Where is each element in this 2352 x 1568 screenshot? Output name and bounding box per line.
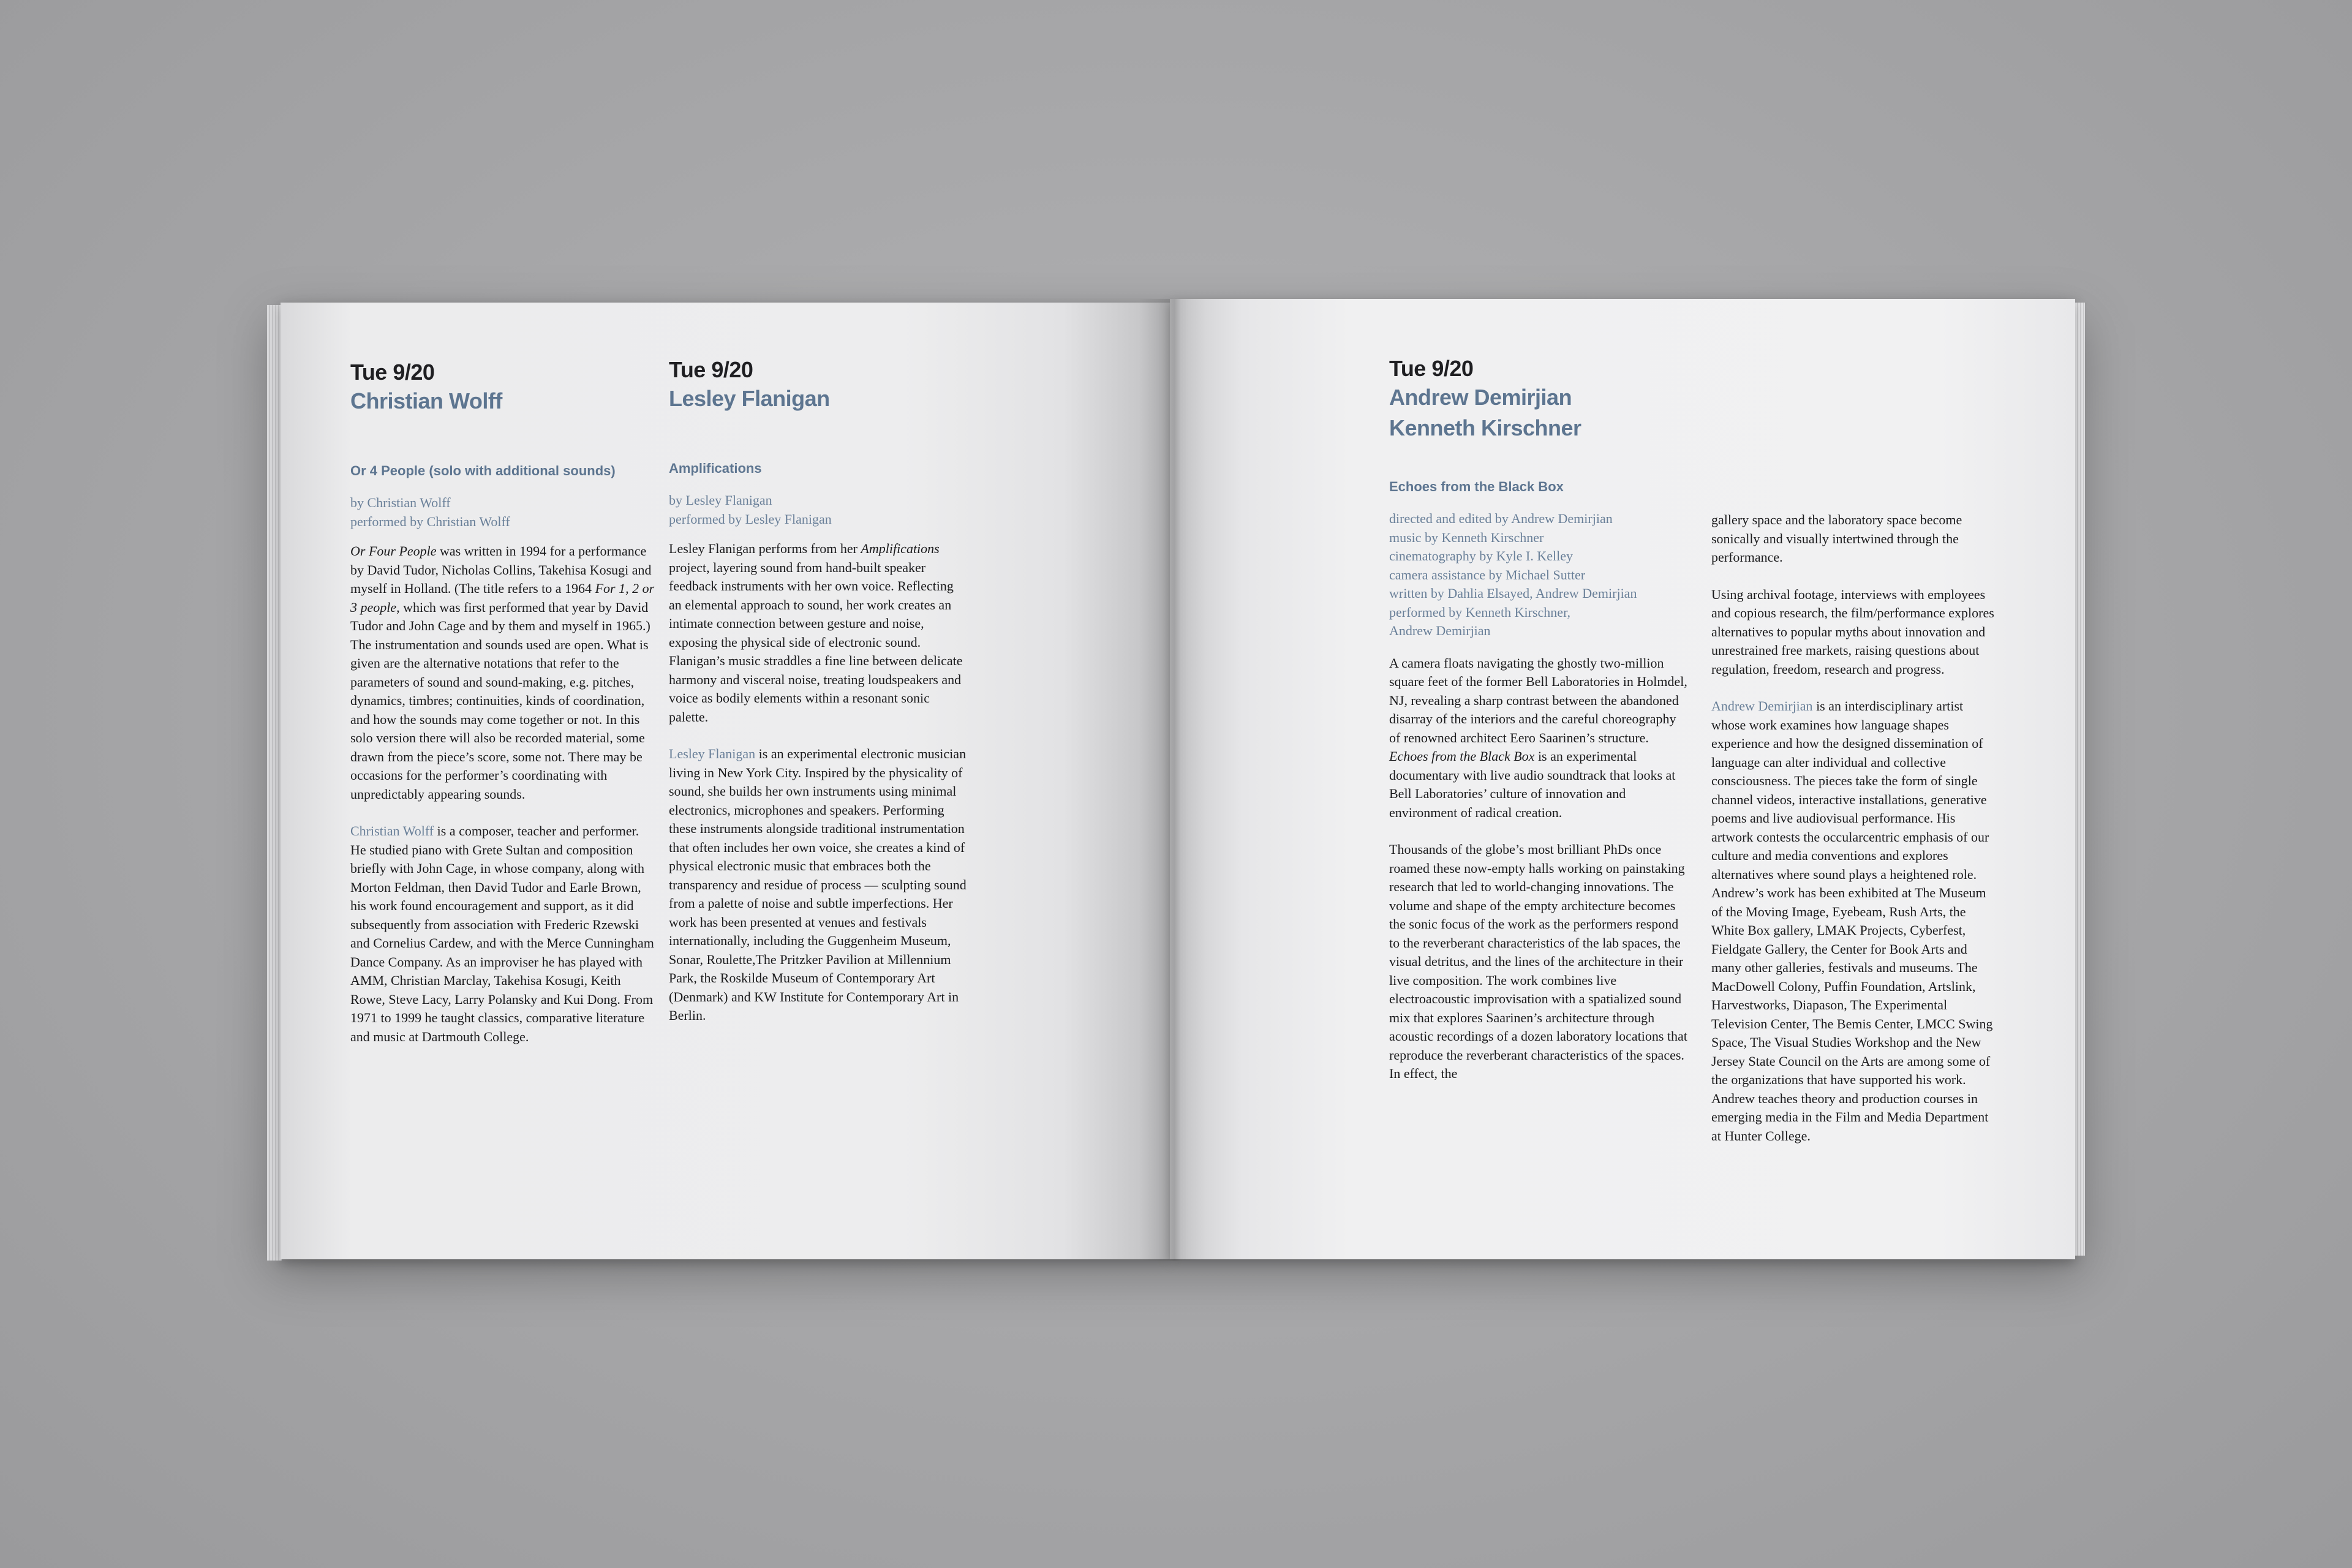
bio-paragraph	[350, 822, 657, 1046]
description-paragraph: gallery space and the laboratory space become sonically and visually intertwined through the performance.	[1711, 512, 1962, 565]
credit-line: by Lesley Flanigan	[669, 492, 772, 508]
description-text: Lesley Flanigan performs from her	[669, 541, 861, 556]
work-title-italic: Or Four People	[350, 543, 437, 559]
bio-name-link[interactable]: Christian Wolff	[350, 823, 434, 839]
bio-name-link[interactable]: Andrew Demirjian	[1711, 698, 1813, 714]
credit-line: Andrew Demirjian	[1389, 623, 1491, 638]
description-text: was written in 1994 for a performance by David Tudor, Nicholas Collins, Takehisa Kosugi and myself in Holland. (The title refers to a 1964	[350, 543, 652, 596]
work-title: Or 4 People (solo with additional sounds)	[350, 463, 616, 478]
left-page	[281, 303, 1170, 1259]
reference-title-italic: For 1, 2 or 3 people	[350, 581, 655, 615]
description-text: project, layering sound from hand-built speaker feedback instruments with her own voice. Reflecting an elemental approach to sound, her work creates an intimate connection between gesture and noise, exposing the physical side of electronic sound. Flanigan’s music straddles a fine line between delicate harmony and visceral noise, treating loudspeakers and voice as bodily elements within a resonant sonic palette.	[669, 559, 963, 725]
credit-line: performed by Lesley Flanigan	[669, 511, 832, 527]
credit-line: music by Kenneth Kirschner	[1389, 529, 1544, 545]
artist-name: Kenneth Kirschner	[1389, 415, 1581, 440]
work-title-italic: Echoes from the Black Box	[1389, 748, 1535, 764]
credits	[1389, 510, 1689, 641]
description-text: , which was first performed that year by David Tudor and John Cage and by them and myself in 1965.) The instrumentation and sounds used are open. What is given are the alternative notations that refer to the parameters of sound and sound-making, e.g. pitches, dynamics, timbres; continuities, kinds of coordination, and how the sounds may come together or not. In this solo version there will also be recorded material, some drawn from the piece’s score, some not. There may be occasions for the performer’s coordinating with unpredictably appearing sounds.	[350, 599, 650, 802]
work-title: Amplifications	[669, 461, 762, 476]
credit-line: camera assistance by Michael Sutter	[1389, 567, 1586, 582]
program-column-christian-wolff	[350, 359, 657, 1046]
description-paragraph	[669, 540, 968, 726]
event-date: Tue 9/20	[669, 357, 753, 382]
book-gutter	[1139, 299, 1207, 1261]
right-page-edges	[2075, 303, 2085, 1256]
description-text: A camera floats navigating the ghostly two-million square feet of the former Bell Laboratories in Holmdel, NJ, revealing a sharp contrast between the abandoned disarray of the interiors and the careful choreography of renowned architect Eero Saarinen’s structure.	[1389, 655, 1687, 745]
credit-line: written by Dahlia Elsayed, Andrew Demirjian	[1389, 586, 1637, 601]
program-column-lesley-flanigan	[669, 356, 968, 1025]
event-date: Tue 9/20	[1389, 356, 1474, 381]
right-page	[1170, 299, 2075, 1259]
artist-name: Lesley Flanigan	[669, 386, 830, 411]
description-text: is an experimental documentary with live audio soundtrack that looks at Bell Laboratories’ culture of innovation and environment of radical creation.	[1389, 748, 1676, 820]
credit-line: performed by Christian Wolff	[350, 513, 510, 529]
bio-paragraph	[1711, 697, 1999, 1145]
left-page-edges	[267, 305, 282, 1261]
project-title-italic: Amplifications	[861, 541, 940, 556]
work-title: Echoes from the Black Box	[1389, 479, 1564, 494]
credit-line: directed and edited by Andrew Demirjian	[1389, 511, 1613, 526]
bio-text: is a composer, teacher and performer. He studied piano with Grete Sultan and composition briefly with John Cage, in whose company, along with Morton Feldman, then David Tudor and Earle Brown, his work found encouragement and support, as it did subsequently from association with Frederic Rzewski and Cornelius Cardew, and with the Merce Cunningham Dance Company. As an improviser he has played with AMM, Christian Marclay, Takehisa Kosugi, Keith Rowe, Steve Lacy, Larry Polansky and Kui Dong. From 1971 to 1999 he taught classics, comparative literature and music at Dartmouth College.	[350, 823, 654, 1044]
event-date: Tue 9/20	[350, 360, 435, 385]
bio-name-link[interactable]: Lesley Flanigan	[669, 746, 756, 761]
bio-paragraph	[669, 745, 968, 1025]
artist-name: Andrew Demirjian	[1389, 385, 1572, 410]
bio-text: is an experimental electronic musician living in New York City. Inspired by the physicality of sound, she builds her own instruments using minimal electronics, microphones and speakers. Performing these instruments alongside traditional instrumentation that often includes her own voice, she creates a kind of physical electronic music that embraces both the transparency and residue of process — sculpting sound from a palette of noise and subtle imperfections. Her work has been presented at venues and festivals internationally, including the Guggenheim Museum, Sonar, Roulette,The Pritzker Pavilion at Millennium Park, the Roskilde Museum of Contemporary Art (Denmark) and KW Institute for Contemporary Art in Berlin.	[669, 746, 967, 1023]
credit-line: performed by Kenneth Kirschner,	[1389, 604, 1571, 620]
description-paragraph	[1389, 654, 1689, 823]
credit-line: cinematography by Kyle I. Kelley	[1389, 548, 1573, 564]
credit-line: by Christian Wolff	[350, 495, 451, 510]
description-paragraph	[350, 542, 657, 804]
program-column-continued	[1711, 511, 1999, 1145]
artist-name: Christian Wolff	[350, 388, 502, 413]
program-column-echoes	[1389, 355, 1689, 1084]
credits	[669, 491, 968, 529]
description-paragraph: Thousands of the globe’s most brilliant PhDs once roamed these now-empty halls working on painstaking research that led to world-changing innovations. The volume and shape of the empty architecture becomes the sonic focus of the work as the performers respond to the reverberant characteristics of the lab spaces, the visual detritus, and the lines of the architecture in their live composition. The work combines live electroacoustic improvisation with a spatialized sound mix that explores Saarinen’s architecture through acoustic recordings of a dozen laboratory locations that reproduce the reverberant characteristics of the spaces. In effect, the	[1389, 842, 1687, 1081]
description-paragraph: Using archival footage, interviews with employees and copious research, the film/performance explores alternatives to popular myths about innovation and unrestrained free markets, raising questions about regulation, freedom, research and progress.	[1711, 586, 1994, 677]
credits	[350, 494, 657, 531]
bio-text: is an interdisciplinary artist whose work examines how language shapes experience and how the designed dissemination of language can alter individual and collective consciousness. The pieces take the form of single channel videos, interactive installations, generative poems and live audiovisual performance. His artwork contests the occularcentric emphasis of our culture and media conventions and explores alternatives where sound plays a heightened role. Andrew’s work has been exhibited at The Museum of the Moving Image, Eyebeam, Rush Arts, the White Box gallery, LMAK Projects, Cyberfest, Fieldgate Gallery, the Center for Book Arts and many other galleries, festivals and museums. The MacDowell Colony, Puffin Foundation, Artslink, Harvestworks, Diapason, The Experimental Television Center, The Bemis Center, LMCC Swing Space, The Visual Studies Workshop and the New Jersey State Council on the Arts are among some of the organizations that have supported his work. Andrew teaches theory and production courses in emerging media in the Film and Media Department at Hunter College.	[1711, 698, 1993, 1144]
